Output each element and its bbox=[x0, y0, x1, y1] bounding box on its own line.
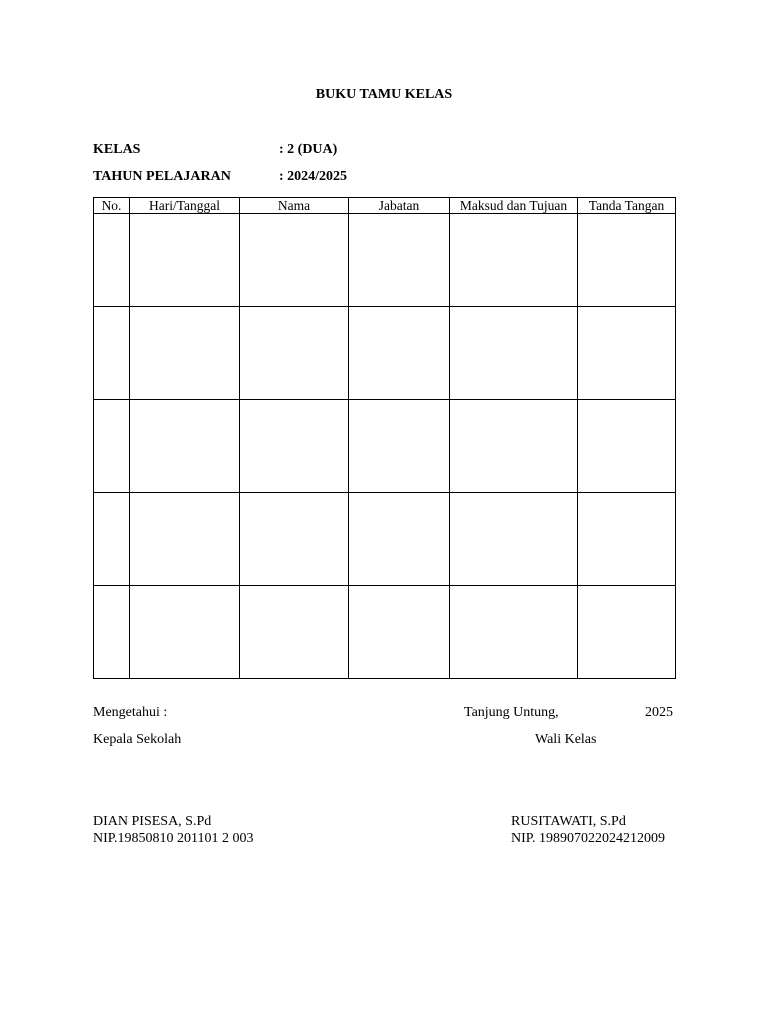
header-hari-tanggal: Hari/Tanggal bbox=[130, 198, 240, 214]
table-row bbox=[94, 400, 676, 493]
cell-jabatan bbox=[349, 586, 450, 679]
cell-tanda-tangan bbox=[578, 586, 676, 679]
cell-hari-tanggal bbox=[130, 400, 240, 493]
cell-maksud-tujuan bbox=[450, 586, 578, 679]
cell-jabatan bbox=[349, 400, 450, 493]
cell-jabatan bbox=[349, 307, 450, 400]
table-row bbox=[94, 307, 676, 400]
cell-hari-tanggal bbox=[130, 214, 240, 307]
table-row bbox=[94, 493, 676, 586]
cell-tanda-tangan bbox=[578, 493, 676, 586]
cell-tanda-tangan bbox=[578, 214, 676, 307]
table-row bbox=[94, 586, 676, 679]
table-row bbox=[94, 214, 676, 307]
cell-nama bbox=[240, 307, 349, 400]
tahun-pelajaran-value: : 2024/2025 bbox=[279, 169, 348, 184]
kelas-label: KELAS bbox=[93, 142, 141, 157]
cell-tanda-tangan bbox=[578, 307, 676, 400]
cell-maksud-tujuan bbox=[450, 307, 578, 400]
cell-maksud-tujuan bbox=[450, 214, 578, 307]
kepala-sekolah-nip: NIP.19850810 201101 2 003 bbox=[93, 831, 254, 846]
cell-hari-tanggal bbox=[130, 586, 240, 679]
cell-jabatan bbox=[349, 214, 450, 307]
document-title: BUKU TAMU KELAS bbox=[315, 87, 453, 102]
cell-hari-tanggal bbox=[130, 307, 240, 400]
cell-maksud-tujuan bbox=[450, 400, 578, 493]
cell-nama bbox=[240, 493, 349, 586]
cell-no bbox=[94, 307, 130, 400]
kepala-sekolah-label: Kepala Sekolah bbox=[93, 732, 182, 747]
cell-jabatan bbox=[349, 493, 450, 586]
cell-no bbox=[94, 586, 130, 679]
guestbook-table bbox=[93, 197, 676, 679]
kelas-value: : 2 (DUA) bbox=[279, 142, 338, 157]
cell-nama bbox=[240, 400, 349, 493]
year-label: 2025 bbox=[645, 705, 673, 720]
header-tanda-tangan: Tanda Tangan bbox=[578, 198, 676, 214]
header-no: No. bbox=[94, 198, 130, 214]
mengetahui-label: Mengetahui : bbox=[93, 705, 168, 720]
cell-tanda-tangan bbox=[578, 400, 676, 493]
header-maksud-tujuan: Maksud dan Tujuan bbox=[450, 198, 578, 214]
cell-nama bbox=[240, 586, 349, 679]
cell-maksud-tujuan bbox=[450, 493, 578, 586]
header-jabatan: Jabatan bbox=[349, 198, 450, 214]
wali-kelas-name: RUSITAWATI, S.Pd bbox=[511, 814, 626, 829]
wali-kelas-nip: NIP. 198907022024212009 bbox=[511, 831, 666, 846]
tahun-pelajaran-label: TAHUN PELAJARAN bbox=[93, 169, 231, 184]
cell-no bbox=[94, 400, 130, 493]
cell-hari-tanggal bbox=[130, 493, 240, 586]
kepala-sekolah-name: DIAN PISESA, S.Pd bbox=[93, 814, 212, 829]
cell-nama bbox=[240, 214, 349, 307]
wali-kelas-label: Wali Kelas bbox=[535, 732, 597, 747]
cell-no bbox=[94, 214, 130, 307]
cell-no bbox=[94, 493, 130, 586]
place-label: Tanjung Untung, bbox=[464, 705, 559, 720]
header-nama: Nama bbox=[240, 198, 349, 214]
table-header-row bbox=[94, 198, 676, 214]
